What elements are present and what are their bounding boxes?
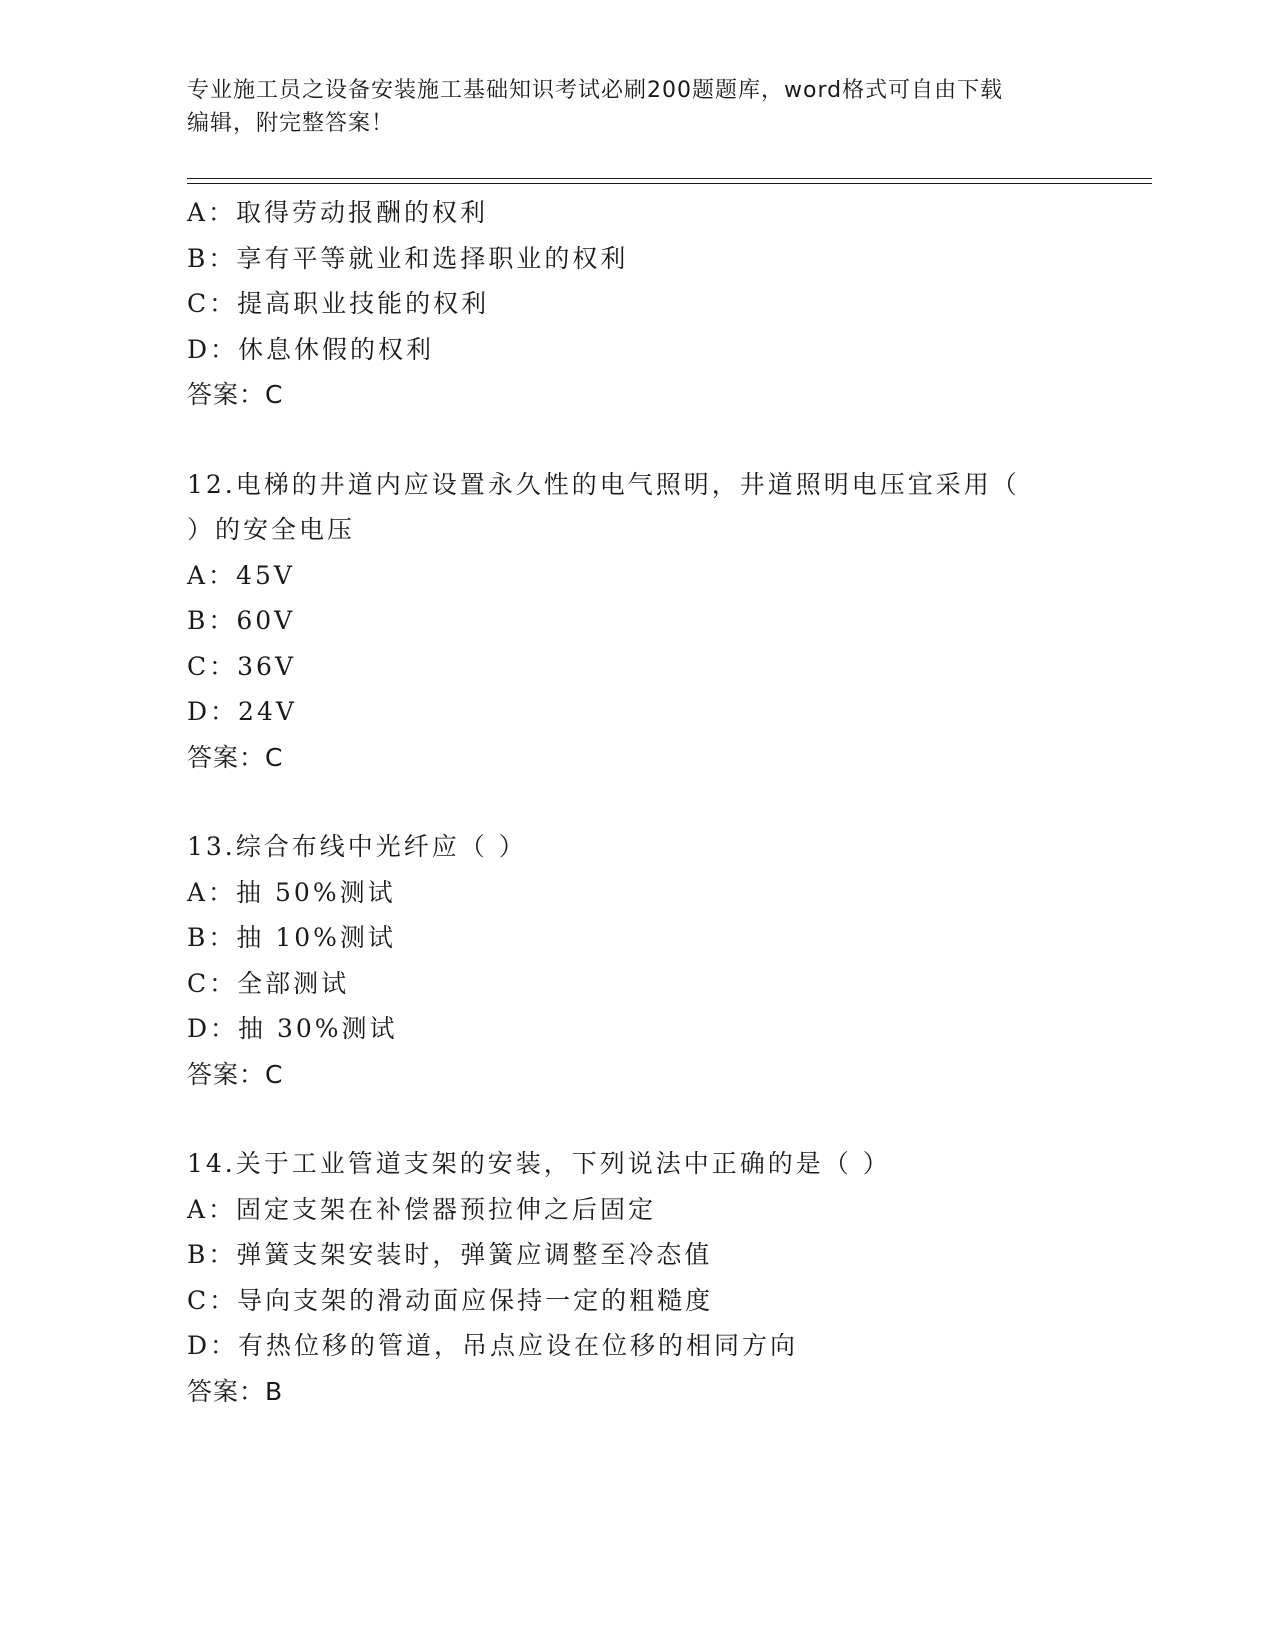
- answer-line: 答案：B: [187, 1376, 284, 1406]
- header-divider-bottom: [187, 183, 1152, 184]
- option-c: C：36V: [187, 651, 296, 681]
- option-a: A：取得劳动报酬的权利: [187, 198, 489, 227]
- header-divider-top: [187, 178, 1152, 179]
- question-11: [187, 190, 1117, 418]
- option-b: B：抽 10%测试: [187, 923, 396, 952]
- question-14: [187, 1141, 1117, 1414]
- question-13: [187, 824, 1117, 1097]
- option-c: C：导向支架的滑动面应保持一定的粗糙度: [187, 1285, 714, 1315]
- question-spacer: [187, 780, 1117, 824]
- answer-line: 答案：C: [187, 1059, 284, 1089]
- option-c: C：提高职业技能的权利: [187, 289, 490, 318]
- document-header: [187, 74, 1067, 140]
- header-title-line-2: 编辑，附完整答案！: [187, 111, 395, 136]
- question-list: [187, 190, 1117, 1414]
- question-stem: 12.电梯的井道内应设置永久性的电气照明，井道照明电压宜采用（: [187, 469, 1020, 499]
- option-b: B：60V: [187, 606, 296, 635]
- header-title-line-1: 专业施工员之设备安装施工基础知识考试必刷200题题库，word格式可自由下载: [187, 78, 1004, 103]
- option-d: D：休息休假的权利: [187, 334, 435, 364]
- question-spacer: [187, 418, 1117, 462]
- answer-line: 答案：C: [187, 742, 284, 772]
- question-spacer: [187, 1097, 1117, 1141]
- option-b: B：弹簧支架安装时，弹簧应调整至冷态值: [187, 1240, 713, 1269]
- option-d: D：有热位移的管道，吊点应设在位移的相同方向: [187, 1331, 799, 1360]
- option-d: D：抽 30%测试: [187, 1014, 398, 1043]
- option-b: B：享有平等就业和选择职业的权利: [187, 243, 629, 273]
- option-a: A：45V: [187, 560, 295, 590]
- question-stem: 13.综合布线中光纤应（ ）: [187, 832, 527, 861]
- option-c: C：全部测试: [187, 968, 350, 998]
- question-stem-continued: ）的安全电压: [187, 515, 356, 544]
- option-d: D：24V: [187, 697, 297, 726]
- question-12: [187, 462, 1117, 781]
- answer-line: 答案：C: [187, 380, 284, 409]
- question-stem: 14.关于工业管道支架的安装，下列说法中正确的是（ ）: [187, 1149, 891, 1178]
- option-a: A：固定支架在补偿器预拉伸之后固定: [187, 1194, 657, 1224]
- option-a: A：抽 50%测试: [187, 877, 396, 907]
